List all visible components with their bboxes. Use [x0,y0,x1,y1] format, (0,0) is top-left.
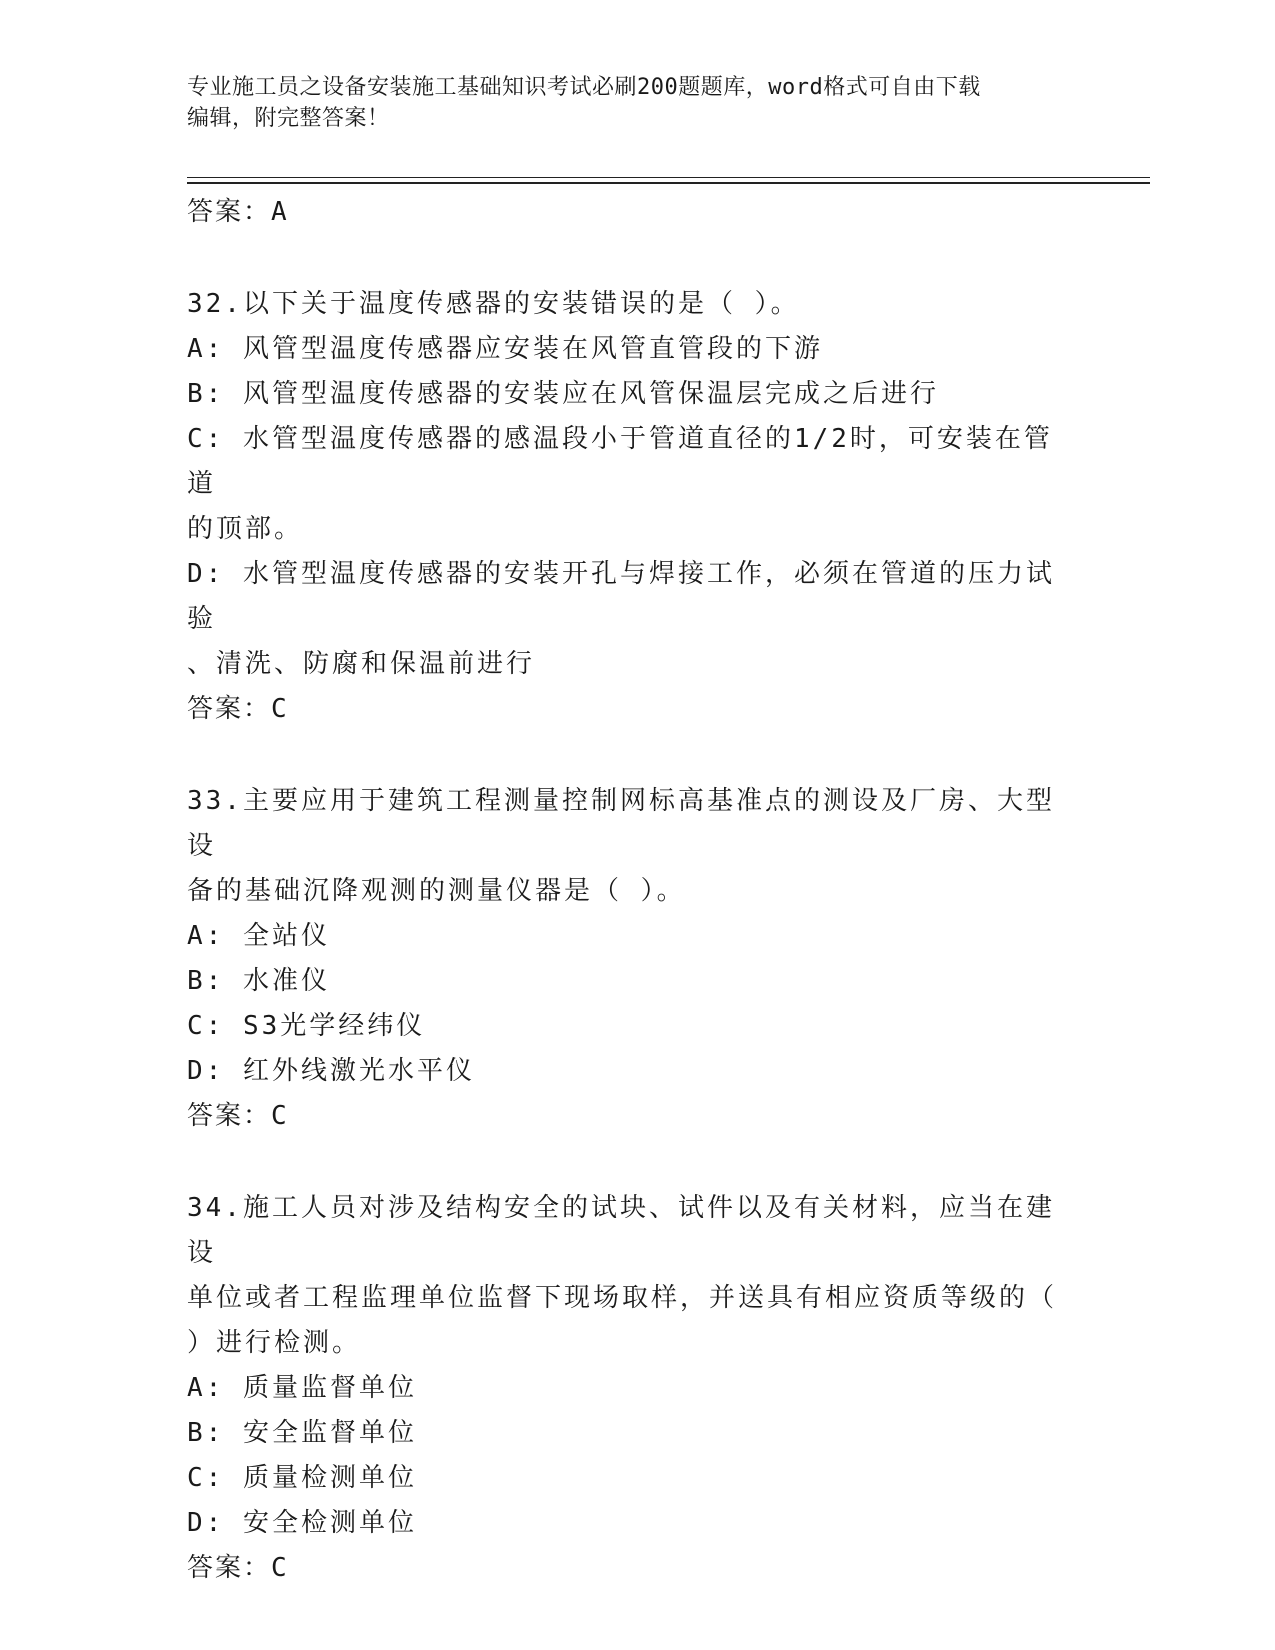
answer-line-top [187,190,1077,235]
option-c: C: S3光学经纬仪 [187,1011,426,1041]
answer-value: C [271,1101,289,1131]
page-header [187,72,1067,134]
option-a: A: 质量监督单位 [187,1373,417,1403]
answer-label: 答案： [187,1553,272,1583]
header-divider [187,177,1150,184]
option-a: A: 全站仪 [187,921,330,951]
document-body [187,190,1077,1591]
answer-line [187,1546,1077,1591]
answer-label: 答案： [187,1101,272,1131]
option-d: D: 水管型温度传感器的安装开孔与焊接工作，必须在管道的压力试验 [187,559,1055,634]
answer-value: C [271,1553,289,1583]
option-b: B: 安全监督单位 [187,1418,417,1448]
question-33 [187,779,1077,1139]
question-34 [187,1186,1077,1591]
answer-label: 答案： [187,197,272,227]
option-d: D: 红外线激光水平仪 [187,1056,475,1086]
question-stem-continued: 单位或者工程监理单位监督下现场取样，并送具有相应资质等级的（ [187,1283,1058,1313]
question-stem: 34.施工人员对涉及结构安全的试块、试件以及有关材料，应当在建设 [187,1193,1055,1268]
header-line-2: 编辑，附完整答案！ [187,106,390,131]
option-b: B: 水准仪 [187,966,330,996]
option-c-continued: 的顶部。 [187,514,304,544]
option-c: C: 质量检测单位 [187,1463,417,1493]
option-d: D: 安全检测单位 [187,1508,417,1538]
question-stem-continued: ）进行检测。 [187,1328,362,1358]
question-stem: 33.主要应用于建筑工程测量控制网标高基准点的测设及厂房、大型设 [187,786,1055,861]
option-a: A: 风管型温度传感器应安装在风管直管段的下游 [187,334,823,364]
question-stem-continued: 备的基础沉降观测的测量仪器是（ ）。 [187,876,686,906]
answer-line [187,1094,1077,1139]
option-d-continued: 、清洗、防腐和保温前进行 [187,649,536,679]
question-stem: 32.以下关于温度传感器的安装错误的是（ ）。 [187,289,800,319]
answer-line [187,687,1077,732]
header-line-1: 专业施工员之设备安装施工基础知识考试必刷200题题库，word格式可自由下载 [187,75,981,100]
option-b: B: 风管型温度传感器的安装应在风管保温层完成之后进行 [187,379,939,409]
question-32 [187,282,1077,732]
answer-value: A [271,197,289,227]
answer-value: C [271,694,289,724]
answer-label: 答案： [187,694,272,724]
option-c: C: 水管型温度传感器的感温段小于管道直径的1/2时，可安装在管道 [187,424,1053,499]
